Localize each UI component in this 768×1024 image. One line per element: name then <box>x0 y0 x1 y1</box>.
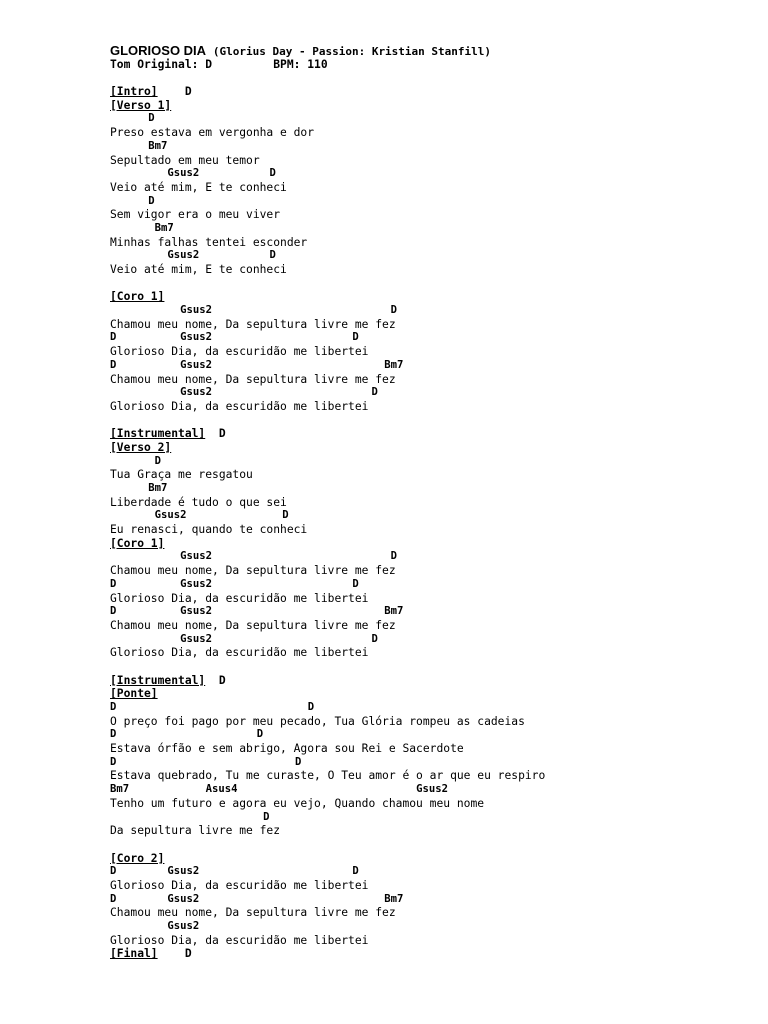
lyric-line: Sepultado em meu temor <box>110 153 260 167</box>
key-bpm-line: Tom Original: D BPM: 110 <box>110 57 328 71</box>
chord-line: Gsus2 D <box>110 249 276 262</box>
blank-line <box>110 660 750 674</box>
chord-line: D <box>110 810 270 823</box>
section-name: [Coro 2] <box>110 851 165 865</box>
section-header <box>110 674 750 688</box>
lyric-line: Tenho um futuro e agora eu vejo, Quando chamou meu nome <box>110 796 485 810</box>
lyric-line: Glorioso Dia, da escuridão me libertei <box>110 933 369 947</box>
chord-line: D Gsus2 Bm7 <box>110 892 404 905</box>
section-header <box>110 85 750 99</box>
chord-line: D Gsus2 D <box>110 865 359 878</box>
chord-line: Bm7 <box>110 221 174 234</box>
section-header <box>110 290 750 304</box>
lyric-line: Veio até mim, E te conheci <box>110 180 287 194</box>
lyric-line: Glorioso Dia, da escuridão me libertei <box>110 345 369 359</box>
lyric-line: Chamou meu nome, Da sepultura livre me fez <box>110 618 396 632</box>
section-name: [Final] <box>110 947 158 961</box>
section-header <box>110 441 750 455</box>
lyric-line: Tua Graça me resgatou <box>110 468 253 482</box>
lyric-line: Minhas falhas tentei esconder <box>110 235 308 249</box>
chord-line: Bm7 <box>110 482 168 494</box>
lyric-line: Glorioso Dia, da escuridão me libertei <box>110 646 369 660</box>
lyric-line: Chamou meu nome, Da sepultura livre me fez <box>110 906 396 920</box>
chord-line: Bm7 <box>110 139 168 152</box>
song-title: GLORIOSO DIA <box>110 43 207 58</box>
chord-line: D <box>110 194 155 207</box>
section-name: [Instrumental] <box>110 427 206 441</box>
lyric-line: Glorioso Dia, da escuridão me libertei <box>110 399 369 413</box>
chord-line: D Gsus2 Bm7 <box>110 605 404 618</box>
lyric-line: Glorioso Dia, da escuridão me libertei <box>110 878 369 892</box>
chord-line: D D <box>110 701 315 713</box>
blank-line <box>110 71 750 85</box>
chord-line: Gsus2 D <box>110 386 378 399</box>
section-header <box>110 852 750 866</box>
lyric-line: Preso estava em vergonha e dor <box>110 126 315 140</box>
chord-line: D Gsus2 D <box>110 331 359 344</box>
lyric-line: Chamou meu nome, Da sepultura livre me fez <box>110 317 396 331</box>
section-chord: D <box>205 427 226 441</box>
chord-sheet <box>110 44 750 961</box>
section-header <box>110 537 750 551</box>
chord-line: D <box>110 454 162 467</box>
lyric-line: Estava órfão e sem abrigo, Agora sou Rei e Sacerdote <box>110 742 464 756</box>
chord-line: Gsus2 D <box>110 509 289 522</box>
section-header <box>110 687 750 701</box>
lyric-line: Chamou meu nome, Da sepultura livre me fez <box>110 372 396 386</box>
section-name: [Verso 2] <box>110 440 172 454</box>
lyric-line: Da sepultura livre me fez <box>110 824 281 838</box>
chord-line: Gsus2 D <box>110 167 276 180</box>
lyric-line: O preço foi pago por meu pecado, Tua Glória rompeu as cadeias <box>110 714 525 728</box>
section-chord: D <box>157 85 192 99</box>
title-line <box>110 44 750 58</box>
section-header <box>110 99 750 113</box>
chord-line: Gsus2 D <box>110 550 398 563</box>
chord-line: Gsus2 D <box>110 632 378 645</box>
section-name: [Coro 1] <box>110 290 165 304</box>
chord-line: D D <box>110 728 264 741</box>
chord-line: Gsus2 <box>110 920 200 932</box>
chord-line: D D <box>110 755 302 768</box>
section-chord: D <box>157 947 192 961</box>
lyric-line: Eu renasci, quando te conheci <box>110 523 308 537</box>
chord-line: D Gsus2 Bm7 <box>110 358 404 371</box>
lyric-line: Chamou meu nome, Da sepultura livre me fez <box>110 564 396 578</box>
lyric-line: Veio até mim, E te conheci <box>110 263 287 276</box>
chord-line: D Gsus2 D <box>110 577 359 590</box>
section-name: [Intro] <box>110 85 158 99</box>
section-name: [Coro 1] <box>110 536 165 550</box>
lyric-line: Sem vigor era o meu viver <box>110 208 281 222</box>
lyric-line: Glorioso Dia, da escuridão me libertei <box>110 591 369 605</box>
song-body <box>110 71 750 961</box>
chord-line: D <box>110 112 155 125</box>
section-name: [Ponte] <box>110 687 158 701</box>
chord-line: Gsus2 D <box>110 304 398 317</box>
blank-line <box>110 277 750 291</box>
lyric-line: Estava quebrado, Tu me curaste, O Teu amor é o ar que eu respiro <box>110 769 546 783</box>
section-name: [Verso 1] <box>110 98 172 112</box>
section-header <box>110 427 750 441</box>
section-name: [Instrumental] <box>110 673 206 687</box>
lyric-line: Liberdade é tudo o que sei <box>110 495 287 509</box>
chord-line: Bm7 Asus4 Gsus2 <box>110 783 449 796</box>
blank-line <box>110 414 750 428</box>
song-subtitle: (Glorius Day - Passion: Kristian Stanfill) <box>212 45 492 58</box>
blank-line <box>110 838 750 852</box>
section-chord: D <box>205 673 226 687</box>
section-header <box>110 947 750 961</box>
